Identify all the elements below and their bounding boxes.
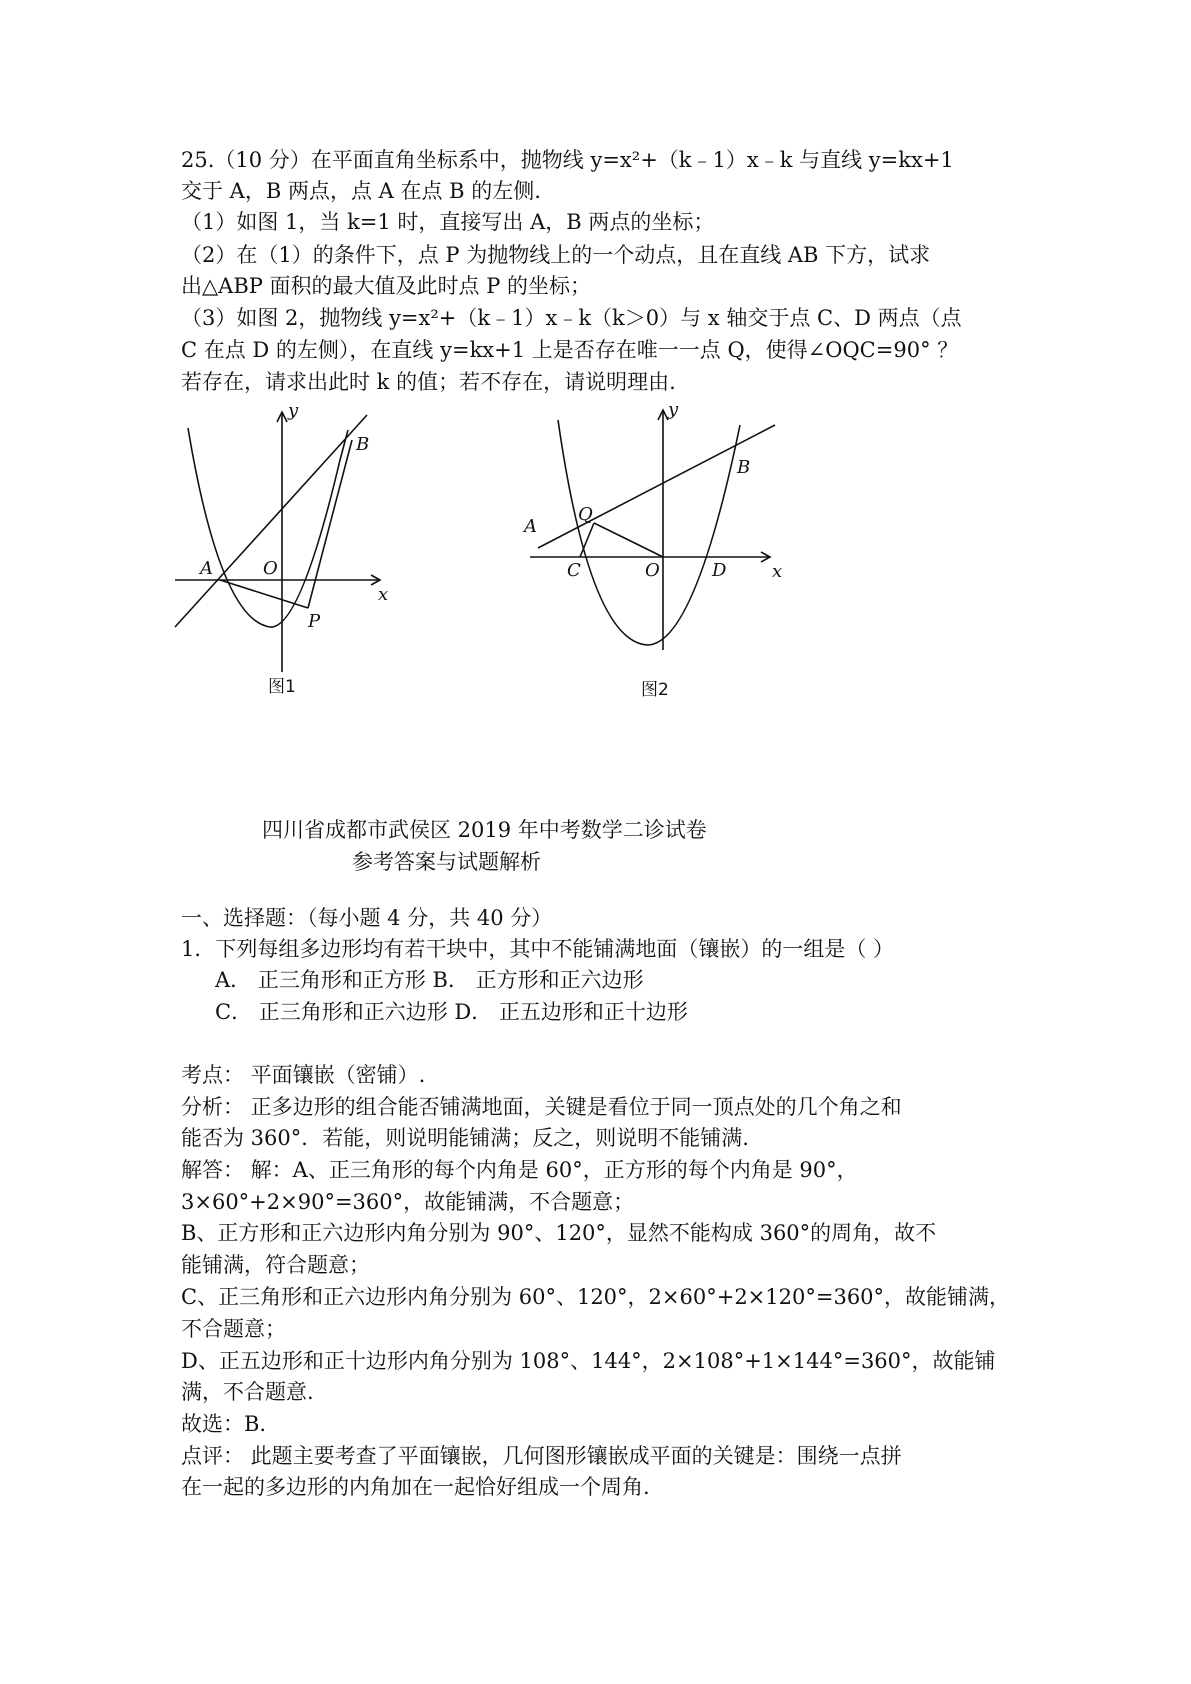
q25-line-6: （3）如图 2，抛物线 y=x²+（k﹣1）x﹣k（k＞0）与 x 轴交于点 C、D 两点（点 [181,306,962,330]
q1-analysis-line-6: B、正方形和正六边形内角分别为 90°、120°，显然不能构成 360°的周角，故不 [181,1221,937,1245]
fig1-caption: 图1 [268,677,296,697]
q1-answer: 故选：B. [181,1412,267,1436]
q1-analysis-line-2: 分析： 正多边形的组合能否铺满地面，关键是看位于同一顶点处的几个角之和 [181,1095,902,1119]
fig2-label-x: x [772,561,783,582]
fig2-label-y: y [668,399,679,420]
q25-line-3: （1）如图 1，当 k=1 时，直接写出 A，B 两点的坐标； [181,210,715,234]
fig1-label-y: y [288,400,299,421]
q25-line-1: 25.（10 分）在平面直角坐标系中，抛物线 y=x²+（k﹣1）x﹣k 与直线 y=kx+1 [181,148,954,172]
q1-options-row-1: A． 正三角形和正方形 B． 正方形和正六边形 [215,968,644,992]
fig1-line-ab [175,415,370,627]
figure-1 [180,400,410,700]
q1-analysis-line-10: D、正五边形和正十边形内角分别为 108°、144°，2×108°+1×144°=360°，故能铺 [181,1349,996,1373]
fig2-label-q: Q [578,504,593,525]
fig2-label-o: O [645,560,660,581]
fig2-segment-qo [594,523,663,557]
q25-line-2: 交于 A，B 两点，点 A 在点 B 的左侧. [181,179,541,203]
fig2-parabola [558,420,740,645]
fig1-segment-pb [308,440,352,608]
fig1-parabola [188,428,348,627]
q1-analysis-line-7: 能铺满，符合题意； [181,1253,370,1277]
fig1-label-x: x [378,584,389,605]
q1-analysis-line-5: 3×60°+2×90°=360°，故能铺满，不合题意； [181,1190,635,1214]
fig2-label-c: C [567,560,581,581]
fig1-segment-ap [220,580,308,608]
fig1-label-b: B [356,434,370,455]
fig2-label-d: D [712,560,727,581]
q1-analysis-line-11: 满，不合题意. [181,1380,314,1404]
fig1-label-p: P [308,611,321,632]
q1-analysis-line-1: 考点： 平面镶嵌（密铺）. [181,1063,426,1087]
fig2-line [538,425,775,548]
section-heading: 一、选择题：（每小题 4 分，共 40 分） [181,906,553,930]
fig1-label-a: A [200,558,213,579]
q25-line-4: （2）在（1）的条件下，点 P 为抛物线上的一个动点，且在直线 AB 下方，试求 [181,243,931,267]
fig1-label-o: O [263,558,278,579]
q1-options-row-2: C． 正三角形和正六边形 D． 正五边形和正十边形 [215,1000,688,1024]
answer-subtitle: 参考答案与试题解析 [352,850,541,874]
q25-line-7: C 在点 D 的左侧），在直线 y=kx+1 上是否存在唯一一点 Q，使得∠OQC=90° ？ [181,338,959,362]
q1-stem: 1．下列每组多边形均有若干块中，其中不能铺满地面（镶嵌）的一组是（ ） [181,937,895,961]
fig2-segment-cq [580,523,594,557]
figure-2 [524,399,790,705]
fig2-label-b: B [737,457,751,478]
fig2-label-a: A [524,516,537,537]
q1-analysis-line-4: 解答： 解：A、正三角形的每个内角是 60°，正方形的每个内角是 90°， [181,1158,858,1182]
q1-analysis-line-8: C、正三角形和正六边形内角分别为 60°、120°，2×60°+2×120°=360°，故能铺满， [181,1285,1011,1309]
q1-analysis-line-3: 能否为 360°．若能，则说明能铺满；反之，则说明不能铺满. [181,1126,749,1150]
answer-title: 四川省成都市武侯区 2019 年中考数学二诊试卷 [262,818,707,842]
fig2-caption: 图2 [641,680,669,700]
q1-analysis-line-9: 不合题意； [181,1317,286,1341]
q25-line-8: 若存在，请求出此时 k 的值；若不存在，请说明理由. [181,370,676,394]
q1-analysis-line-14: 在一起的多边形的内角加在一起恰好组成一个周角. [181,1475,650,1499]
q1-analysis-line-13: 点评： 此题主要考查了平面镶嵌，几何图形镶嵌成平面的关键是：围绕一点拼 [181,1444,902,1468]
q25-line-5: 出△ABP 面积的最大值及此时点 P 的坐标； [181,274,592,298]
